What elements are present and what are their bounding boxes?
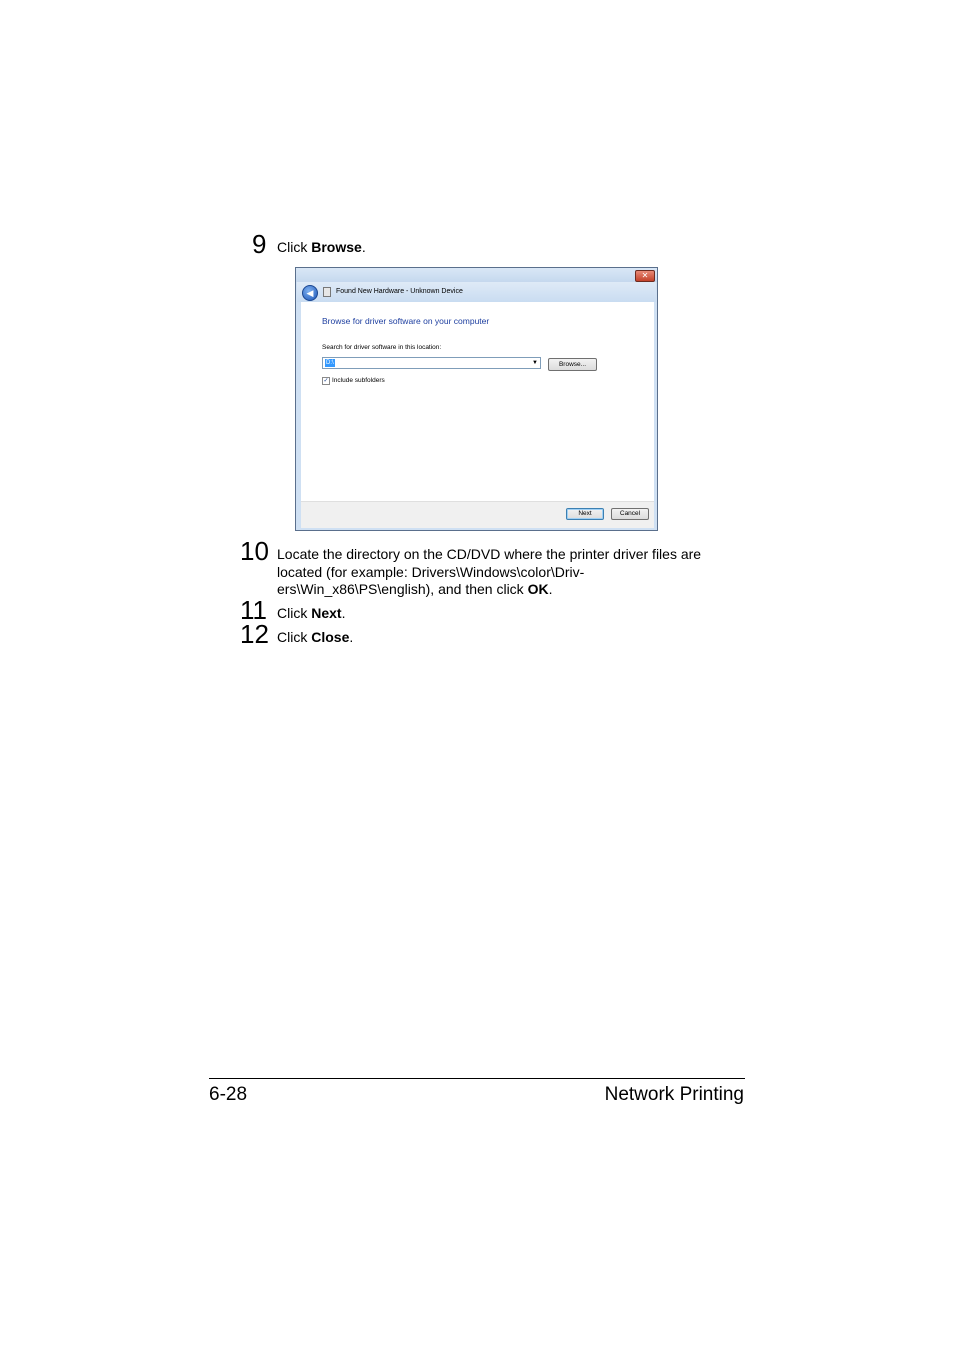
step-11-post: . bbox=[341, 605, 346, 621]
step-9-bold: Browse bbox=[311, 239, 362, 255]
step-number-10: 10 bbox=[240, 536, 269, 566]
page-number: 6-28 bbox=[209, 1084, 248, 1105]
step-number-9: 9 bbox=[252, 229, 267, 259]
dialog-title: Found New Hardware - Unknown Device bbox=[336, 288, 463, 295]
step-number-12: 12 bbox=[240, 619, 269, 649]
step-11-text bbox=[277, 605, 727, 623]
dialog-titlebar bbox=[296, 268, 657, 282]
chapter-title: Network Printing bbox=[604, 1084, 744, 1105]
step-11-bold: Next bbox=[311, 605, 342, 621]
device-icon bbox=[323, 287, 331, 297]
step-10-line-3-post: . bbox=[548, 581, 553, 597]
step-9-pre: Click bbox=[277, 239, 312, 255]
search-location-combobox[interactable] bbox=[322, 357, 541, 369]
step-9-post: . bbox=[361, 239, 366, 255]
browse-button[interactable]: Browse... bbox=[548, 358, 597, 371]
back-arrow-icon[interactable]: ◀ bbox=[302, 285, 318, 301]
step-12-bold: Close bbox=[311, 629, 350, 645]
cancel-button[interactable]: Cancel bbox=[611, 508, 649, 520]
step-10-bold: OK bbox=[527, 581, 549, 597]
step-10-line-3-pre: ers\Win_x86\PS\english), and then click bbox=[277, 581, 528, 597]
dialog-heading: Browse for driver software on your computer bbox=[322, 316, 490, 326]
dialog-footer bbox=[301, 501, 654, 528]
step-12-post: . bbox=[349, 629, 354, 645]
include-subfolders-label[interactable]: Include subfolders bbox=[332, 377, 385, 384]
found-new-hardware-dialog bbox=[295, 267, 658, 531]
step-number-11: 11 bbox=[240, 595, 267, 625]
include-subfolders-checkbox[interactable]: ✓ bbox=[323, 378, 329, 384]
next-button[interactable]: Next bbox=[566, 508, 604, 520]
step-11-pre: Click bbox=[277, 605, 312, 621]
step-10-line-2: located (for example: Drivers\Windows\color\Driv- bbox=[277, 563, 585, 580]
step-9-text bbox=[277, 239, 727, 257]
dropdown-arrow-icon[interactable]: ▼ bbox=[532, 360, 538, 366]
step-10-line-1: Locate the directory on the CD/DVD where the printer driver files are bbox=[277, 546, 702, 562]
step-10-text bbox=[277, 546, 727, 599]
dialog-navbar bbox=[297, 282, 656, 302]
dialog-content bbox=[301, 302, 654, 501]
step-12-pre: Click bbox=[277, 629, 312, 645]
search-location-label: Search for driver software in this location: bbox=[322, 344, 442, 351]
search-location-value[interactable]: D:\ bbox=[326, 360, 334, 366]
step-12-text bbox=[277, 629, 727, 647]
step-10-line-3 bbox=[277, 581, 727, 599]
close-icon[interactable]: ✕ bbox=[635, 270, 655, 282]
footer-rule bbox=[209, 1078, 745, 1079]
